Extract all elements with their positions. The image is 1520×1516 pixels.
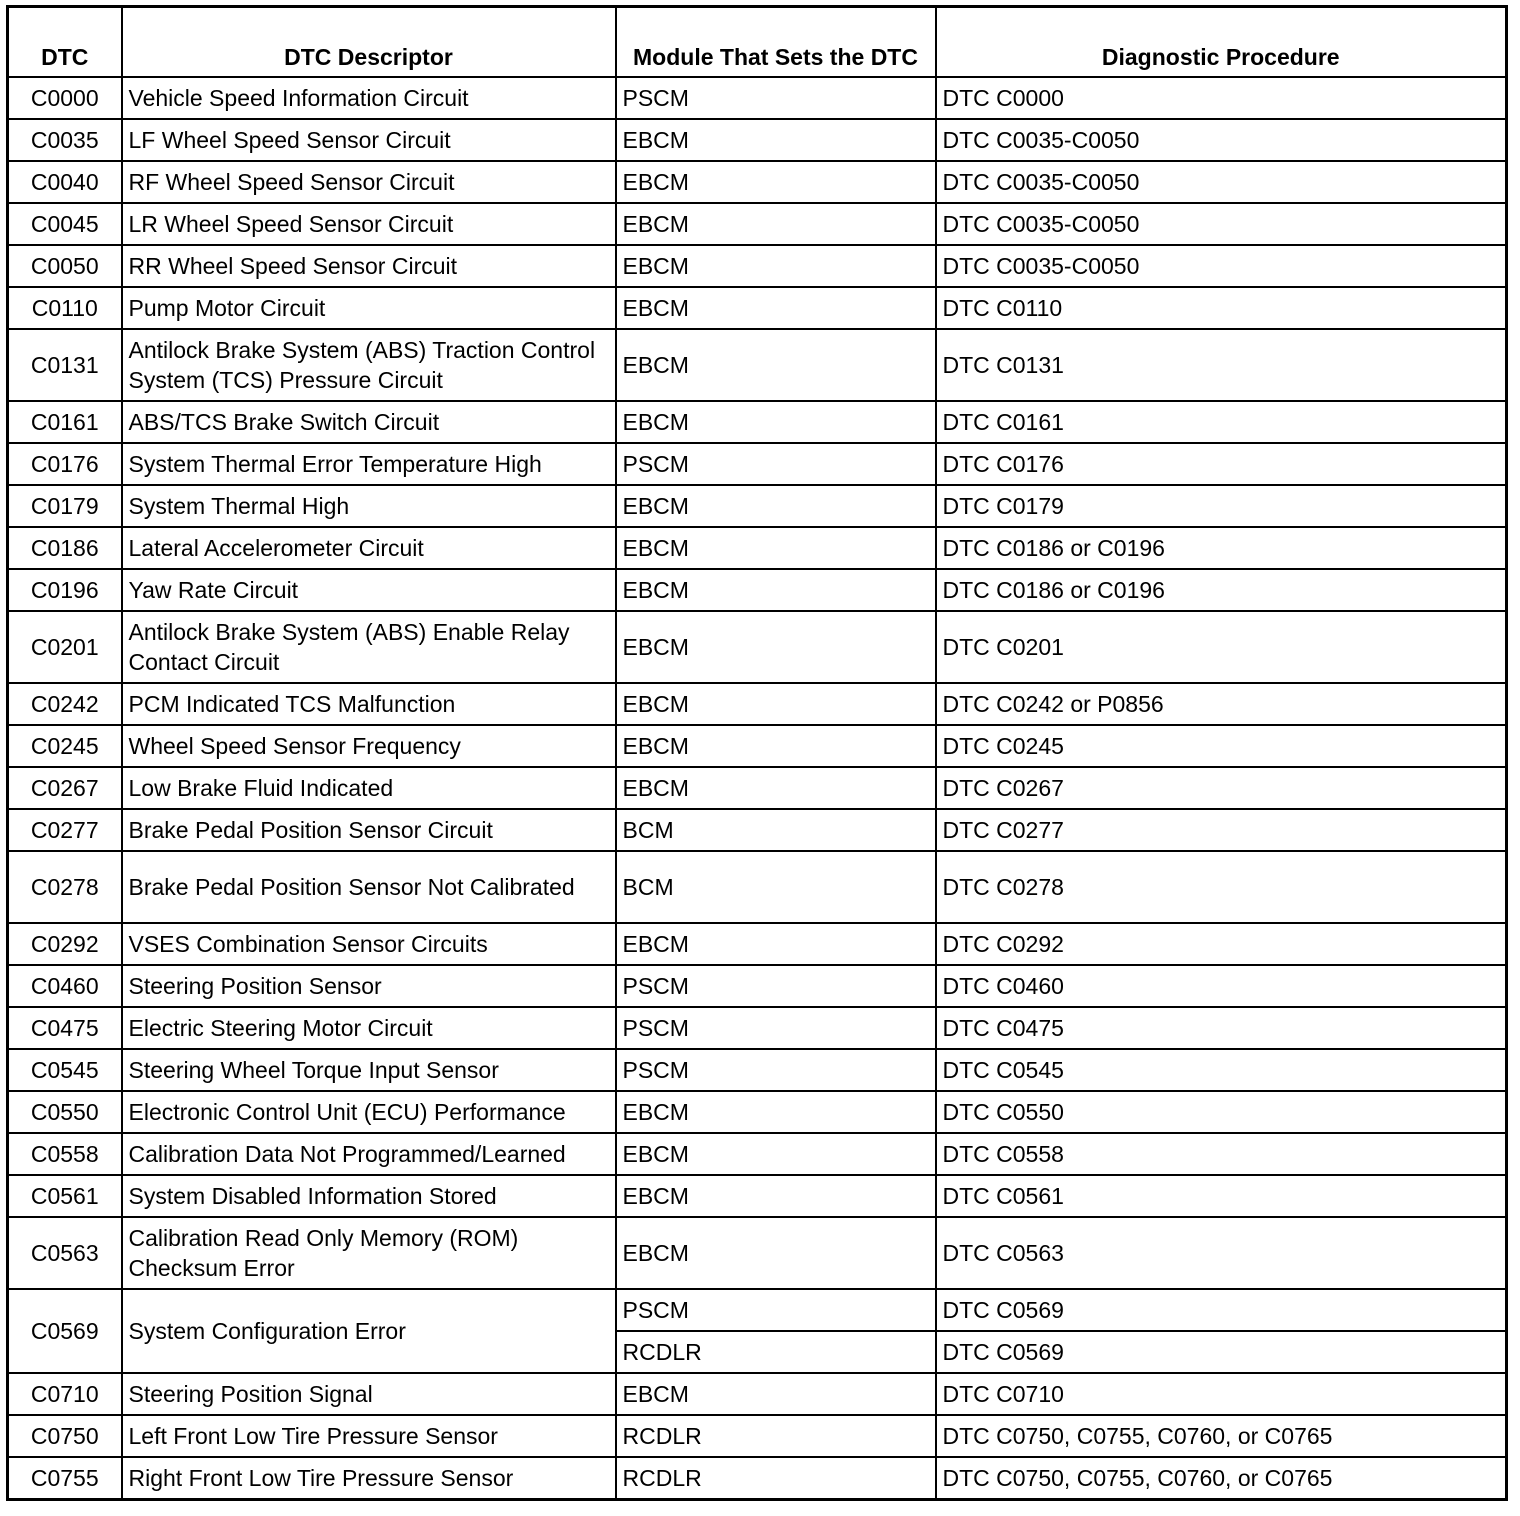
table-row — [8, 1175, 1507, 1217]
dtc-descriptor-cell: Right Front Low Tire Pressure Sensor — [122, 1457, 616, 1500]
module-cell: EBCM — [616, 527, 936, 569]
dtc-code-cell: C0558 — [8, 1133, 122, 1175]
dtc-code-cell: C0569 — [8, 1289, 122, 1373]
diagnostic-procedure-cell: DTC C0277 — [936, 809, 1507, 851]
dtc-code-cell: C0179 — [8, 485, 122, 527]
module-cell: EBCM — [616, 245, 936, 287]
table-row — [8, 851, 1507, 923]
diagnostic-procedure-cell: DTC C0569 — [936, 1331, 1507, 1373]
table-row — [8, 1415, 1507, 1457]
table-row — [8, 245, 1507, 287]
diagnostic-procedure-cell: DTC C0035-C0050 — [936, 203, 1507, 245]
diagnostic-procedure-cell: DTC C0035-C0050 — [936, 161, 1507, 203]
module-cell: PSCM — [616, 1049, 936, 1091]
table-row — [8, 1007, 1507, 1049]
dtc-code-cell: C0196 — [8, 569, 122, 611]
table-row — [8, 77, 1507, 119]
module-cell: RCDLR — [616, 1415, 936, 1457]
dtc-code-cell: C0035 — [8, 119, 122, 161]
module-cell: EBCM — [616, 1175, 936, 1217]
table-row — [8, 161, 1507, 203]
dtc-table — [6, 5, 1508, 1501]
module-cell: EBCM — [616, 767, 936, 809]
table-row — [8, 287, 1507, 329]
dtc-code-cell: C0561 — [8, 1175, 122, 1217]
dtc-descriptor-cell: Low Brake Fluid Indicated — [122, 767, 616, 809]
dtc-descriptor-cell: PCM Indicated TCS Malfunction — [122, 683, 616, 725]
diagnostic-procedure-cell: DTC C0545 — [936, 1049, 1507, 1091]
dtc-descriptor-cell: RR Wheel Speed Sensor Circuit — [122, 245, 616, 287]
diagnostic-procedure-cell: DTC C0201 — [936, 611, 1507, 683]
module-cell: EBCM — [616, 923, 936, 965]
dtc-descriptor-cell: Antilock Brake System (ABS) Traction Control System (TCS) Pressure Circuit — [122, 329, 616, 401]
module-cell: PSCM — [616, 443, 936, 485]
dtc-descriptor-cell: System Thermal Error Temperature High — [122, 443, 616, 485]
module-cell: EBCM — [616, 287, 936, 329]
table-row — [8, 1133, 1507, 1175]
module-cell: EBCM — [616, 569, 936, 611]
module-cell: EBCM — [616, 329, 936, 401]
diagnostic-procedure-cell: DTC C0475 — [936, 1007, 1507, 1049]
module-cell: PSCM — [616, 1289, 936, 1331]
module-cell: RCDLR — [616, 1331, 936, 1373]
module-cell: EBCM — [616, 203, 936, 245]
diagnostic-procedure-cell: DTC C0278 — [936, 851, 1507, 923]
dtc-code-cell: C0460 — [8, 965, 122, 1007]
diagnostic-procedure-cell: DTC C0267 — [936, 767, 1507, 809]
table-row — [8, 923, 1507, 965]
table-row — [8, 767, 1507, 809]
dtc-descriptor-cell: ABS/TCS Brake Switch Circuit — [122, 401, 616, 443]
dtc-code-cell: C0277 — [8, 809, 122, 851]
dtc-descriptor-cell: Calibration Read Only Memory (ROM) Checksum Error — [122, 1217, 616, 1289]
diagnostic-procedure-cell: DTC C0558 — [936, 1133, 1507, 1175]
dtc-descriptor-cell: System Configuration Error — [122, 1289, 616, 1373]
diagnostic-procedure-cell: DTC C0186 or C0196 — [936, 527, 1507, 569]
dtc-descriptor-cell: VSES Combination Sensor Circuits — [122, 923, 616, 965]
dtc-descriptor-cell: Electronic Control Unit (ECU) Performance — [122, 1091, 616, 1133]
header-descriptor: DTC Descriptor — [122, 7, 616, 78]
dtc-descriptor-cell: Steering Position Signal — [122, 1373, 616, 1415]
table-row — [8, 1373, 1507, 1415]
diagnostic-procedure-cell: DTC C0000 — [936, 77, 1507, 119]
diagnostic-procedure-cell: DTC C0750, C0755, C0760, or C0765 — [936, 1457, 1507, 1500]
diagnostic-procedure-cell: DTC C0245 — [936, 725, 1507, 767]
dtc-code-cell: C0750 — [8, 1415, 122, 1457]
table-row — [8, 485, 1507, 527]
diagnostic-procedure-cell: DTC C0110 — [936, 287, 1507, 329]
dtc-descriptor-cell: Steering Wheel Torque Input Sensor — [122, 1049, 616, 1091]
table-row — [8, 203, 1507, 245]
dtc-code-cell: C0161 — [8, 401, 122, 443]
module-cell: EBCM — [616, 725, 936, 767]
table-row — [8, 569, 1507, 611]
dtc-code-cell: C0045 — [8, 203, 122, 245]
module-cell: EBCM — [616, 401, 936, 443]
dtc-code-cell: C0040 — [8, 161, 122, 203]
table-row — [8, 443, 1507, 485]
dtc-descriptor-cell: Wheel Speed Sensor Frequency — [122, 725, 616, 767]
dtc-code-cell: C0000 — [8, 77, 122, 119]
diagnostic-procedure-cell: DTC C0563 — [936, 1217, 1507, 1289]
dtc-code-cell: C0245 — [8, 725, 122, 767]
dtc-code-cell: C0110 — [8, 287, 122, 329]
diagnostic-procedure-cell: DTC C0242 or P0856 — [936, 683, 1507, 725]
header-dtc: DTC — [8, 7, 122, 78]
module-cell: EBCM — [616, 611, 936, 683]
dtc-code-cell: C0242 — [8, 683, 122, 725]
diagnostic-procedure-cell: DTC C0186 or C0196 — [936, 569, 1507, 611]
module-cell: BCM — [616, 851, 936, 923]
diagnostic-procedure-cell: DTC C0035-C0050 — [936, 119, 1507, 161]
dtc-descriptor-cell: Electric Steering Motor Circuit — [122, 1007, 616, 1049]
dtc-code-cell: C0131 — [8, 329, 122, 401]
table-row — [8, 527, 1507, 569]
dtc-code-cell: C0550 — [8, 1091, 122, 1133]
dtc-code-cell: C0050 — [8, 245, 122, 287]
table-row — [8, 725, 1507, 767]
table-row — [8, 1091, 1507, 1133]
dtc-code-cell: C0563 — [8, 1217, 122, 1289]
dtc-code-cell: C0278 — [8, 851, 122, 923]
module-cell: RCDLR — [616, 1457, 936, 1500]
dtc-code-cell: C0176 — [8, 443, 122, 485]
module-cell: EBCM — [616, 683, 936, 725]
dtc-code-cell: C0267 — [8, 767, 122, 809]
diagnostic-procedure-cell: DTC C0550 — [936, 1091, 1507, 1133]
module-cell: EBCM — [616, 1373, 936, 1415]
header-procedure: Diagnostic Procedure — [936, 7, 1507, 78]
diagnostic-procedure-cell: DTC C0710 — [936, 1373, 1507, 1415]
module-cell: EBCM — [616, 485, 936, 527]
module-cell: PSCM — [616, 965, 936, 1007]
diagnostic-procedure-cell: DTC C0750, C0755, C0760, or C0765 — [936, 1415, 1507, 1457]
diagnostic-procedure-cell: DTC C0292 — [936, 923, 1507, 965]
module-cell: EBCM — [616, 161, 936, 203]
dtc-descriptor-cell: Steering Position Sensor — [122, 965, 616, 1007]
diagnostic-procedure-cell: DTC C0131 — [936, 329, 1507, 401]
diagnostic-procedure-cell: DTC C0179 — [936, 485, 1507, 527]
dtc-descriptor-cell: Brake Pedal Position Sensor Not Calibrated — [122, 851, 616, 923]
dtc-code-cell: C0186 — [8, 527, 122, 569]
table-header — [8, 7, 1507, 78]
dtc-code-cell: C0545 — [8, 1049, 122, 1091]
dtc-descriptor-cell: Yaw Rate Circuit — [122, 569, 616, 611]
dtc-code-cell: C0710 — [8, 1373, 122, 1415]
header-row — [8, 7, 1507, 78]
table-row — [8, 329, 1507, 401]
dtc-descriptor-cell: Vehicle Speed Information Circuit — [122, 77, 616, 119]
dtc-code-cell: C0292 — [8, 923, 122, 965]
table-row — [8, 965, 1507, 1007]
module-cell: PSCM — [616, 1007, 936, 1049]
diagnostic-procedure-cell: DTC C0035-C0050 — [936, 245, 1507, 287]
table-row — [8, 683, 1507, 725]
dtc-descriptor-cell: Calibration Data Not Programmed/Learned — [122, 1133, 616, 1175]
dtc-descriptor-cell: System Disabled Information Stored — [122, 1175, 616, 1217]
diagnostic-procedure-cell: DTC C0161 — [936, 401, 1507, 443]
dtc-descriptor-cell: LR Wheel Speed Sensor Circuit — [122, 203, 616, 245]
dtc-descriptor-cell: Left Front Low Tire Pressure Sensor — [122, 1415, 616, 1457]
table-row — [8, 401, 1507, 443]
diagnostic-procedure-cell: DTC C0569 — [936, 1289, 1507, 1331]
module-cell: EBCM — [616, 119, 936, 161]
table-row — [8, 1049, 1507, 1091]
header-module: Module That Sets the DTC — [616, 7, 936, 78]
module-cell: EBCM — [616, 1217, 936, 1289]
table-row — [8, 119, 1507, 161]
module-cell: EBCM — [616, 1133, 936, 1175]
dtc-code-cell: C0475 — [8, 1007, 122, 1049]
dtc-descriptor-cell: Antilock Brake System (ABS) Enable Relay Contact Circuit — [122, 611, 616, 683]
dtc-descriptor-cell: LF Wheel Speed Sensor Circuit — [122, 119, 616, 161]
module-cell: PSCM — [616, 77, 936, 119]
table-row — [8, 1217, 1507, 1289]
dtc-descriptor-cell: Lateral Accelerometer Circuit — [122, 527, 616, 569]
table-row — [8, 1457, 1507, 1500]
module-cell: EBCM — [616, 1091, 936, 1133]
dtc-descriptor-cell: System Thermal High — [122, 485, 616, 527]
table-row — [8, 809, 1507, 851]
diagnostic-procedure-cell: DTC C0176 — [936, 443, 1507, 485]
module-cell: BCM — [616, 809, 936, 851]
table-body — [8, 77, 1507, 1500]
dtc-code-cell: C0201 — [8, 611, 122, 683]
dtc-code-cell: C0755 — [8, 1457, 122, 1500]
dtc-descriptor-cell: Brake Pedal Position Sensor Circuit — [122, 809, 616, 851]
diagnostic-procedure-cell: DTC C0561 — [936, 1175, 1507, 1217]
table-row — [8, 611, 1507, 683]
diagnostic-procedure-cell: DTC C0460 — [936, 965, 1507, 1007]
table-row — [8, 1289, 1507, 1331]
dtc-descriptor-cell: Pump Motor Circuit — [122, 287, 616, 329]
dtc-descriptor-cell: RF Wheel Speed Sensor Circuit — [122, 161, 616, 203]
